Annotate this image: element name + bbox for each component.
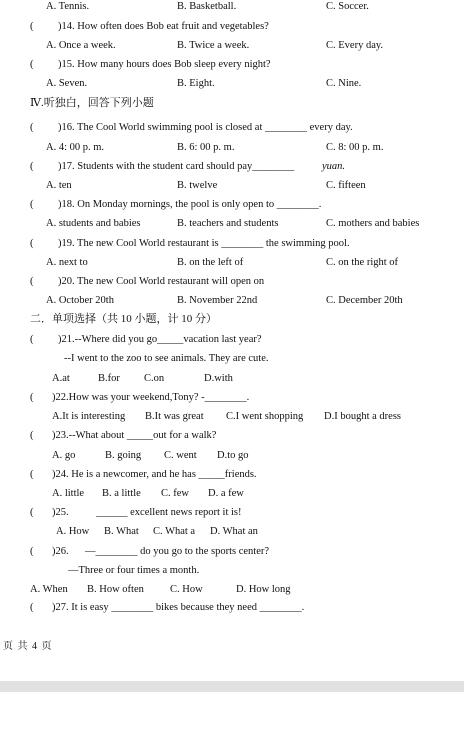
text-line-4-part-2: C. Nine. — [326, 78, 362, 89]
text-line-2-part-1: B. Twice a week. — [177, 40, 250, 51]
text-line-10-part-0: ( — [30, 199, 34, 210]
text-line-1-part-0: ( — [30, 21, 34, 32]
text-line-25-part-3: D. a few — [208, 488, 244, 499]
text-line-27-part-1: B. What — [104, 526, 139, 537]
text-line-18-part-0: --I went to the zoo to see animals. They are cute. — [64, 353, 269, 364]
text-line-23-part-3: D.to go — [217, 450, 249, 461]
text-line-27-part-2: C. What a — [153, 526, 196, 537]
text-line-6-part-0: ( — [30, 122, 34, 133]
text-line-6-part-1: )16. The Cool World swimming pool is closed at ________ every day. — [58, 122, 353, 133]
text-line-19-part-2: C.on — [144, 373, 165, 384]
text-line-7-part-1: B. 6: 00 p. m. — [177, 142, 235, 153]
text-line-23-part-0: A. go — [52, 450, 76, 461]
text-line-24-part-1: )24. He is a newcomer, and he has _____friends. — [52, 469, 257, 480]
text-line-9-part-1: B. twelve — [177, 180, 218, 191]
text-line-11-part-0: A. students and babies — [46, 218, 141, 229]
page-footer: 页 共 4 页 — [3, 641, 53, 652]
text-line-14-part-1: )20. The new Cool World restaurant will open on — [58, 276, 265, 287]
text-line-25-part-0: A. little — [52, 488, 85, 499]
text-line-13-part-1: B. on the left of — [177, 257, 244, 268]
text-line-19-part-3: D.with — [204, 373, 233, 384]
page-separator-band — [0, 681, 464, 692]
text-line-3-part-0: ( — [30, 59, 34, 70]
text-line-21-part-0: A.It is interesting — [52, 411, 126, 422]
text-line-16-part-0: 二．单项选择（共 10 小题，计 10 分） — [30, 313, 217, 325]
text-line-2-part-2: C. Every day. — [326, 40, 384, 51]
text-line-9-part-0: A. ten — [46, 180, 72, 191]
text-line-28-part-0: ( — [30, 546, 34, 557]
text-line-10-part-1: )18. On Monday mornings, the pool is only open to ________. — [58, 199, 322, 210]
text-line-17-part-1: )21.--Where did you go_____vacation last year? — [58, 334, 262, 345]
text-line-7-part-0: A. 4: 00 p. m. — [46, 142, 105, 153]
text-line-15-part-2: C. December 20th — [326, 295, 403, 306]
text-line-30-part-0: A. When — [30, 584, 68, 595]
text-line-0-part-0: A. Tennis. — [46, 1, 90, 12]
text-line-9-part-2: C. fifteen — [326, 180, 366, 191]
text-line-20-part-0: ( — [30, 392, 34, 403]
text-line-8-part-0: ( — [30, 161, 34, 172]
text-line-3-part-1: )15. How many hours does Bob sleep every night? — [58, 59, 271, 70]
text-line-26-part-1: )25. — [52, 507, 69, 518]
text-line-28-part-2: —________ do you go to the sports center? — [85, 546, 270, 557]
text-line-2-part-0: A. Once a week. — [46, 40, 116, 51]
text-line-4-part-1: B. Eight. — [177, 78, 215, 89]
text-line-8-part-2: yuan. — [322, 161, 346, 172]
text-line-21-part-2: C.I went shopping — [226, 411, 304, 422]
text-line-26-part-2: ______ excellent news report it is! — [96, 507, 242, 518]
text-line-25-part-1: B. a little — [102, 488, 141, 499]
text-line-15-part-1: B. November 22nd — [177, 295, 258, 306]
text-line-27-part-3: D. What an — [210, 526, 258, 537]
text-line-4-part-0: A. Seven. — [46, 78, 88, 89]
text-line-29-part-0: —Three or four times a month. — [68, 565, 200, 576]
text-line-21-part-1: B.It was great — [145, 411, 204, 422]
text-line-30-part-3: D. How long — [236, 584, 291, 595]
text-line-21-part-3: D.I bought a dress — [324, 411, 401, 422]
text-line-26-part-0: ( — [30, 507, 34, 518]
text-line-13-part-0: A. next to — [46, 257, 88, 268]
text-line-11-part-2: C. mothers and babies — [326, 218, 420, 229]
text-line-30-part-1: B. How often — [87, 584, 144, 595]
text-line-27-part-0: A. How — [56, 526, 90, 537]
text-line-15-part-0: A. October 20th — [46, 295, 114, 306]
text-line-7-part-2: C. 8: 00 p. m. — [326, 142, 384, 153]
text-line-0-part-2: C. Soccer. — [326, 1, 369, 12]
text-line-14-part-0: ( — [30, 276, 34, 287]
text-line-11-part-1: B. teachers and students — [177, 218, 279, 229]
text-line-0-part-1: B. Basketball. — [177, 1, 237, 12]
text-line-30-part-2: C. How — [170, 584, 203, 595]
text-line-31-part-0: ( — [30, 602, 34, 613]
text-line-22-part-1: )23.--What about _____out for a walk? — [52, 430, 217, 441]
text-line-12-part-1: )19. The new Cool World restaurant is ________ the swimming pool. — [58, 238, 350, 249]
text-line-23-part-2: C. went — [164, 450, 197, 461]
text-line-23-part-1: B. going — [105, 450, 142, 461]
text-line-12-part-0: ( — [30, 238, 34, 249]
text-line-31-part-1: )27. It is easy ________ bikes because they need ________. — [52, 602, 305, 613]
text-line-5-part-0: Ⅳ.听独白，回答下列小题 — [30, 97, 154, 109]
text-line-28-part-1: )26. — [52, 546, 69, 557]
text-line-1-part-1: )14. How often does Bob eat fruit and vegetables? — [58, 21, 269, 32]
text-line-24-part-0: ( — [30, 469, 34, 480]
text-line-13-part-2: C. on the right of — [326, 257, 399, 268]
text-line-19-part-0: A.at — [52, 373, 70, 384]
text-line-22-part-0: ( — [30, 430, 34, 441]
text-line-17-part-0: ( — [30, 334, 34, 345]
text-line-8-part-1: )17. Students with the student card should pay________ — [58, 161, 295, 172]
text-line-19-part-1: B.for — [98, 373, 120, 384]
text-line-25-part-2: C. few — [161, 488, 189, 499]
text-line-20-part-1: )22.How was your weekend,Tony? -________. — [52, 392, 250, 403]
